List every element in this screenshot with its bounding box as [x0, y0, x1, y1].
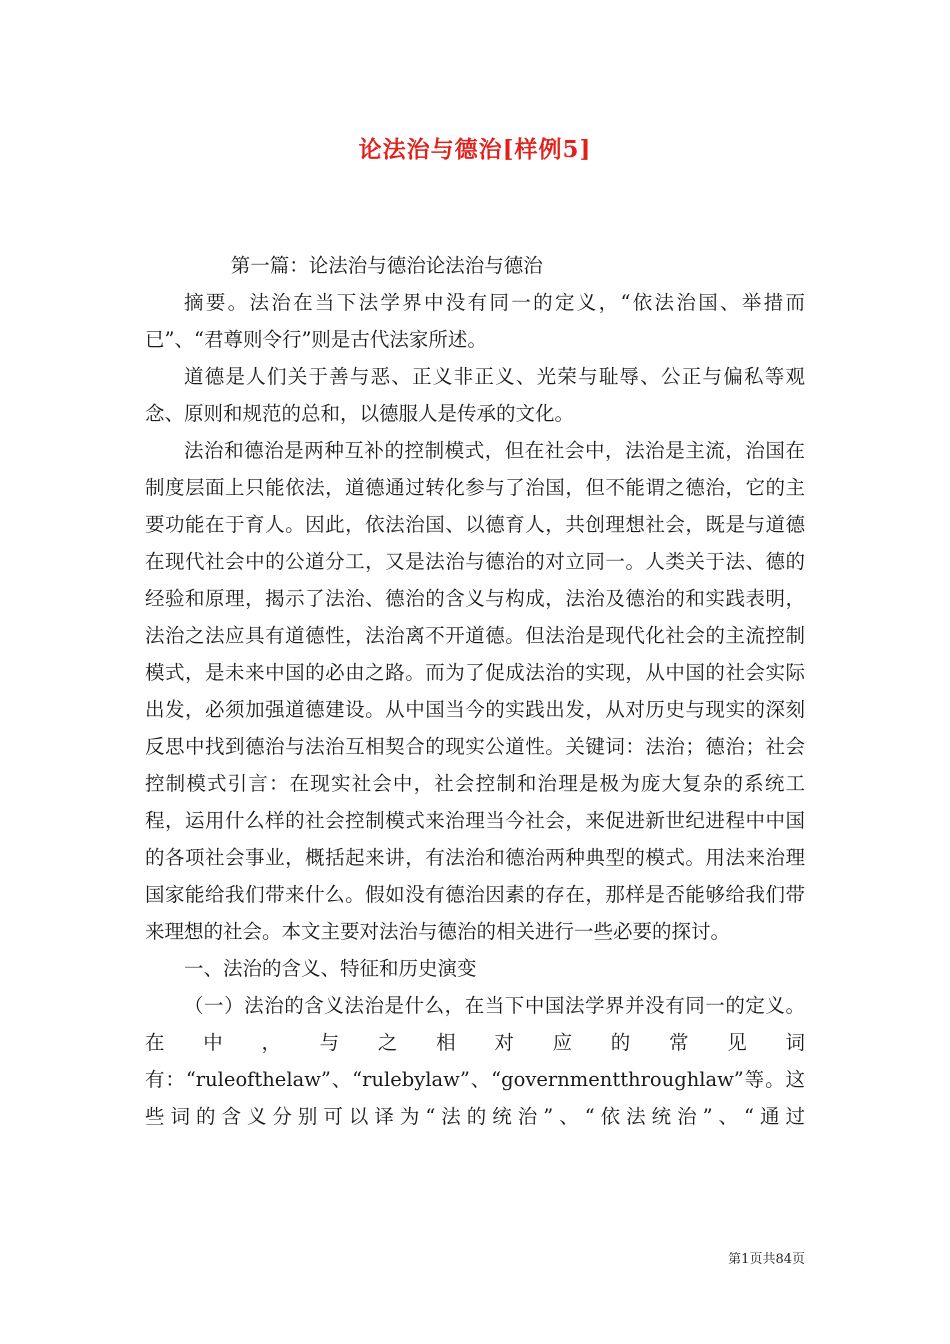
page-number: 第1页共84页 — [728, 1252, 805, 1267]
section-heading-first-chapter: 第一篇：论法治与德治论法治与德治 — [230, 254, 543, 277]
document-body — [145, 247, 805, 1135]
paragraph-abstract: 摘要。法治在当下法学界中没有同一的定义，“依法治国、举措而已”、“君尊则令行”则是古代法家所述。 — [145, 291, 805, 351]
paragraph-rule-of-law-and-virtue: 法治和德治是两种互补的控制模式，但在社会中，法治是主流，治国在制度层面上只能依法，道德通过转化参与了治国，但不能谓之德治，它的主要功能在于育人。因此，依法治国、以德育人，共创理想社会，既是与道德在现代社会中的公道分工，又是法治与德治的对立同一。人类关于法、德的经验和原理，揭示了法治、德治的含义与构成，法治及德治的和实践表明，法治之法应具有道德性，法治离不开道德。但法治是现代化社会的主流控制模式，是未来中国的必由之路。而为了促成法治的实现，从中国的社会实际出发，必须加强道德建设。从中国当今的实践出发，从对历史与现实的深刻反思中找到德治与法治互相契合的现实公道性。关键词：法治；德治；社会控制模式引言：在现实社会中，社会控制和治理是极为庞大复杂的系统工程，运用什么样的社会控制模式来治理当今社会，来促进新世纪进程中中国的各项社会事业，概括起来讲，有法治和德治两种典型的模式。用法来治理国家能给我们带来什么。假如没有德治因素的存在，那样是否能够给我们带来理想的社会。本文主要对法治与德治的相关进行一些必要的探讨。 — [145, 439, 805, 943]
document-title: 论法治与德治[样例5] — [358, 136, 592, 163]
paragraph-morality: 道德是人们关于善与恶、正义非正义、光荣与耻辱、公正与偏私等观念、原则和规范的总和，以德服人是传承的文化。 — [145, 365, 805, 425]
section-heading-meaning: 一、法治的含义、特征和历史演变 — [184, 957, 477, 980]
paragraph-definition: （一）法治的含义法治是什么，在当下中国法学界并没有同一的定义。在中，与之相对应的常见词有：“ruleofthelaw”、“rulebylaw”、“governmentthroughlaw”等。这些词的含义分别可以译为“法的统治”、“依法统治”、“通过 — [145, 994, 805, 1128]
